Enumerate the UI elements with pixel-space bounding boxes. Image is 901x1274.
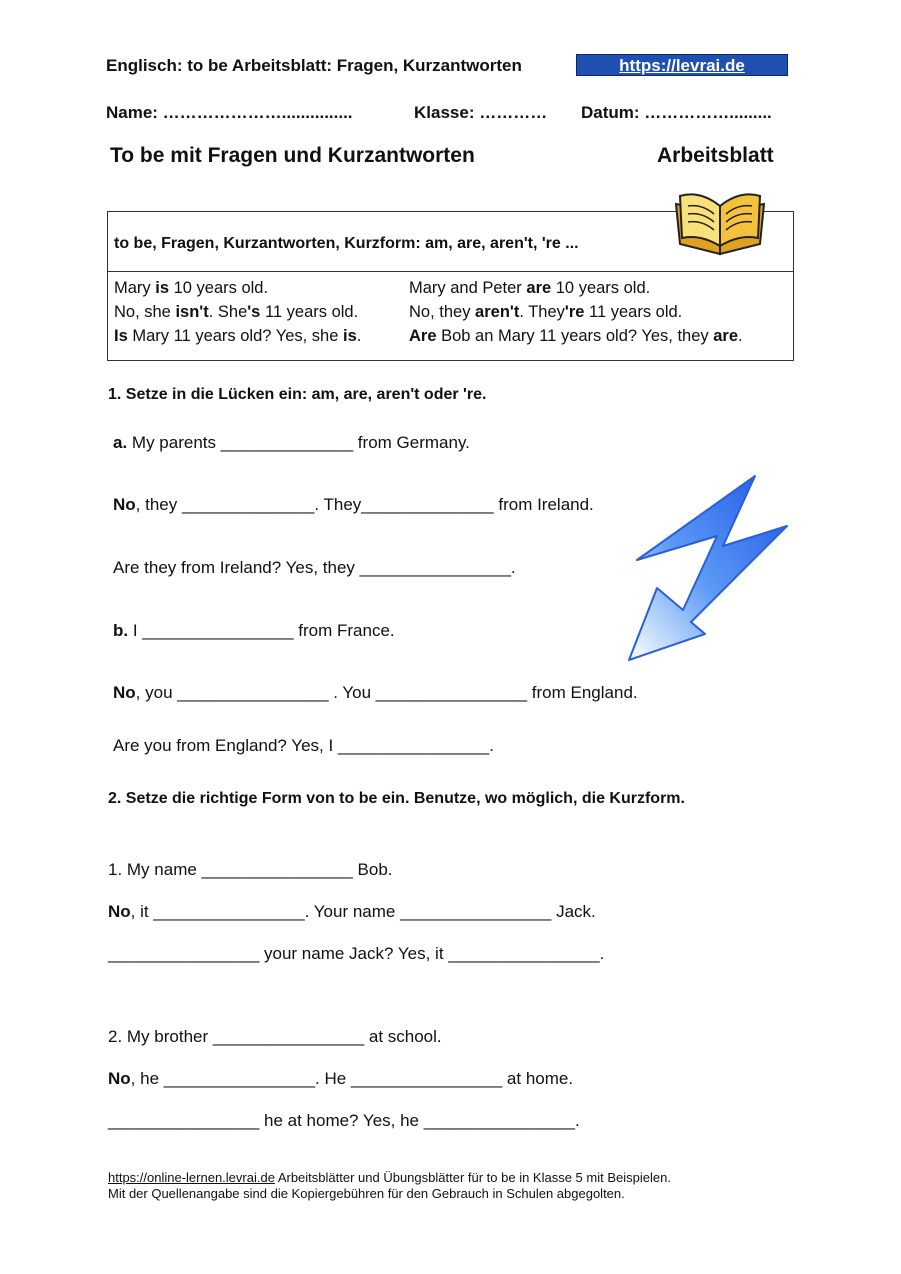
text-segment: 2. My brother ________________ at school.: [108, 1027, 442, 1046]
text-segment: 1. My name ________________ Bob.: [108, 860, 393, 879]
text-segment: , he ________________. He ________________ at home.: [130, 1069, 574, 1088]
worksheet-label: Arbeitsblatt: [657, 144, 774, 167]
exercise-line: [108, 1027, 442, 1047]
grammar-example-line: [409, 276, 743, 300]
text-segment: 11 years old.: [584, 303, 683, 321]
text-segment: .: [738, 327, 743, 345]
footer-link[interactable]: https://online-lernen.levrai.de: [108, 1170, 275, 1185]
arrow-icon: [625, 472, 793, 664]
exercise-line: [108, 902, 596, 922]
text-segment: Is: [114, 327, 128, 345]
text-segment: No: [108, 902, 131, 921]
site-link[interactable]: https://levrai.de: [619, 56, 745, 75]
text-segment: 's: [247, 303, 261, 321]
grammar-example-line: [114, 300, 361, 324]
grammar-left-column: [114, 276, 361, 348]
text-segment: are: [713, 327, 738, 345]
text-segment: No, they: [409, 303, 476, 321]
text-segment: 10 years old.: [169, 279, 269, 297]
footer-line-1: [108, 1170, 671, 1186]
class-field: Klasse: …………: [414, 103, 548, 122]
exercise-line: [113, 683, 638, 703]
name-field: Name: …………………...............: [106, 103, 353, 122]
grammar-box-heading: to be, Fragen, Kurzantworten, Kurzform: am, are, aren't, 're ...: [114, 235, 579, 252]
exercise-line: [113, 558, 516, 578]
text-segment: 10 years old.: [551, 279, 651, 297]
worksheet-title: To be mit Fragen und Kurzantworten: [110, 144, 475, 167]
exercise-line: [108, 944, 604, 964]
text-segment: , it ________________. Your name ________________ Jack.: [130, 902, 596, 921]
exercise-line: [108, 1069, 573, 1089]
text-segment: No: [108, 1069, 131, 1088]
text-segment: I ________________ from France.: [128, 621, 395, 640]
book-icon: [670, 182, 770, 256]
text-segment: . They: [519, 303, 565, 321]
exercise-line: [113, 621, 395, 641]
text-segment: 11 years old.: [260, 303, 359, 321]
text-segment: are: [526, 279, 552, 297]
text-segment: aren't: [475, 303, 520, 321]
text-segment: Mary 11 years old? Yes, she: [127, 327, 343, 345]
grammar-example-line: [409, 300, 743, 324]
text-segment: Are: [409, 327, 437, 345]
exercise-line: [113, 433, 470, 453]
section2-heading: 2. Setze die richtige Form von to be ein. Benutze, wo möglich, die Kurzform.: [108, 790, 685, 807]
grammar-example-line: [114, 276, 361, 300]
grammar-example-line: [409, 324, 743, 348]
text-segment: Are they from Ireland? Yes, they ________________.: [113, 558, 516, 577]
text-segment: No: [113, 495, 136, 514]
exercise-line: [113, 736, 494, 756]
text-segment: Bob an Mary 11 years old? Yes, they: [436, 327, 714, 345]
footer: [108, 1170, 671, 1202]
text-segment: , you ________________ . You ________________ from England.: [135, 683, 638, 702]
text-segment: Mary: [114, 279, 156, 297]
text-segment: is: [343, 327, 357, 345]
text-segment: b.: [113, 621, 129, 640]
text-segment: Mary and Peter: [409, 279, 527, 297]
text-segment: , they ______________. They______________ from Ireland.: [135, 495, 594, 514]
exercise-line: [108, 860, 393, 880]
text-segment: a.: [113, 433, 128, 452]
text-segment: No: [113, 683, 136, 702]
site-link-button[interactable]: [576, 54, 788, 76]
text-segment: ________________ your name Jack? Yes, it ________________.: [108, 944, 605, 963]
text-segment: 're: [564, 303, 585, 321]
text-segment: My parents ______________ from Germany.: [127, 433, 470, 452]
exercise-line: [113, 495, 594, 515]
text-segment: . She: [208, 303, 248, 321]
section1-heading: 1. Setze in die Lücken ein: am, are, aren't oder 're.: [108, 386, 487, 403]
grammar-right-column: [409, 276, 743, 348]
subject-title: Englisch: to be Arbeitsblatt: Fragen, Kurzantworten: [106, 56, 522, 75]
text-segment: isn't: [175, 303, 209, 321]
text-segment: Are you from England? Yes, I ________________.: [113, 736, 494, 755]
footer-text: Arbeitsblätter und Übungsblätter für to be in Klasse 5 mit Beispielen.: [274, 1170, 671, 1185]
text-segment: .: [356, 327, 362, 345]
date-field: Datum: …………….........: [581, 103, 772, 122]
text-segment: is: [155, 279, 170, 297]
text-segment: ________________ he at home? Yes, he ________________.: [108, 1111, 580, 1130]
grammar-example-line: [114, 324, 361, 348]
text-segment: No, she: [114, 303, 176, 321]
exercise-line: [108, 1111, 580, 1131]
footer-line-2: Mit der Quellenangabe sind die Kopiergebühren für den Gebrauch in Schulen abgegolten.: [108, 1186, 625, 1201]
